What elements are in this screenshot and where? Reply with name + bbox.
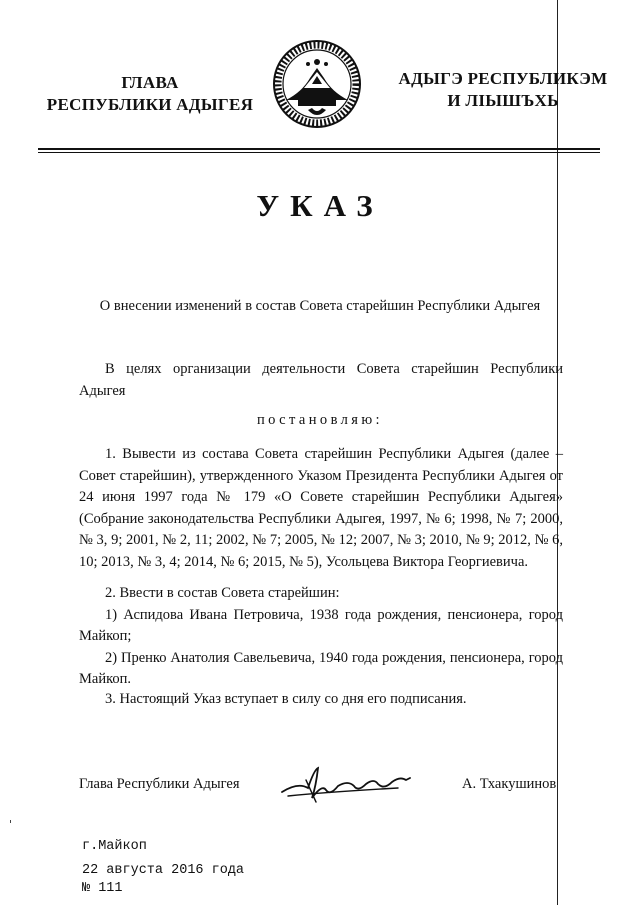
handwritten-signature-icon <box>278 762 418 806</box>
header-right-line2: И ЛІЫШЪХЬ <box>447 91 559 110</box>
header-rule-thick <box>38 148 600 150</box>
item-2-text: 2. Ввести в состав Совета старейшин: <box>105 585 340 601</box>
preamble-block <box>79 359 563 402</box>
header-right <box>388 68 618 112</box>
item-3-block <box>79 689 563 711</box>
footer-date: 22 августа 2016 года <box>82 863 245 878</box>
coat-of-arms-seal-icon <box>272 38 362 130</box>
document-subject: О внесении изменений в состав Совета старейшин Республики Адыгея <box>99 298 541 314</box>
document-title: УКАЗ <box>256 188 384 223</box>
scan-speck <box>10 820 11 823</box>
item-1-block <box>79 444 563 573</box>
item-2-block <box>79 583 563 691</box>
header-rule-thin <box>38 152 600 153</box>
signatory-name: А. Тхакушинов <box>462 776 557 792</box>
footer-number: № 111 <box>82 881 123 896</box>
header-left <box>30 72 270 116</box>
item-2-2-text: 2) Пренко Анатолия Савельевича, 1940 года рождения, пенсионера, город Майкоп. <box>79 649 563 687</box>
resolve-word: постановляю: <box>257 412 383 428</box>
preamble-text: В целях организации деятельности Совета старейшин Республики Адыгея <box>79 361 563 399</box>
header-left-line2: РЕСПУБЛИКИ АДЫГЕЯ <box>46 95 254 114</box>
item-3-text: 3. Настоящий Указ вступает в силу со дня его подписания. <box>105 691 467 707</box>
signatory-position: Глава Республики Адыгея <box>79 776 240 792</box>
header-left-line1: ГЛАВА <box>121 73 179 92</box>
item-1-text: 1. Вывести из состава Совета старейшин Республики Адыгея (далее – Совет старейшин), утвержденного Указом Президента Республики Адыгея от 24 июня 1997 года № 179 «О Совете старейшин Республики Адыгея» (Собрание законодательства Республики Адыгея, 1997, № 6; 1998, № 7; 2000, № 3, 9; 2001, № 2, 11; 2002, № 7; 2005, № 12; 2007, № 3; 2010, № 9; 2012, № 6, 10; 2013, № 3, 4; 2014, № 6; 2015, № 5), Усольцева Виктора Георгиевича. <box>79 446 563 570</box>
header-right-line1: АДЫГЭ РЕСПУБЛИКЭМ <box>398 69 608 88</box>
item-2-1-text: 1) Аспидова Ивана Петровича, 1938 года рождения, пенсионера, город Майкоп; <box>79 606 563 644</box>
footer-city: г.Майкоп <box>82 839 147 854</box>
